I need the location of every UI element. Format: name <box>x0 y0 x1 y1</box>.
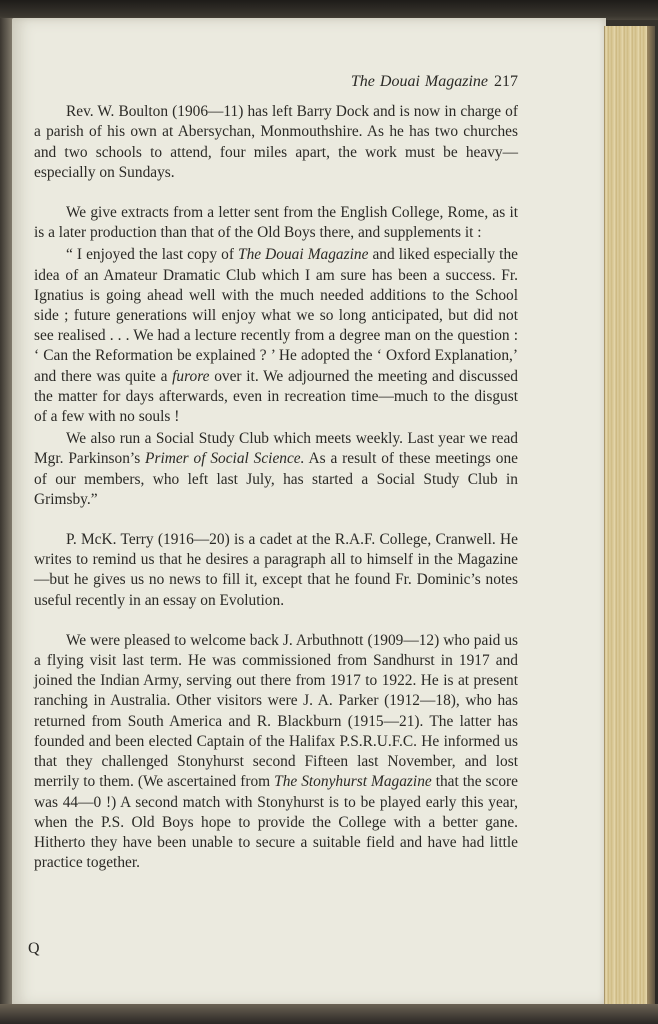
paragraph-text: that the score was 44—0 !) A second match with Stonyhurst is to be played early this year, when the P.S. Old Boys hope to provide the College with a better gane. Hitherto they have been unable to secure a suitable field and have had little practice together. <box>34 773 518 872</box>
paragraph-text: We also run a Social Study Club which meets weekly. Last year we read Mgr. Parkinson’s <box>34 430 518 468</box>
paragraph-3 <box>34 245 518 427</box>
italic-title: Primer of Social Science. <box>145 450 305 468</box>
paragraph-6 <box>34 631 518 873</box>
italic-title: furore <box>172 367 210 385</box>
paragraph-2 <box>34 203 518 243</box>
paragraph-text: We give extracts from a letter sent from the English College, Rome, as it is a later production than that of the Old Boys there, and supplements it : <box>34 204 518 242</box>
paragraph-4 <box>34 429 518 510</box>
paragraph-text: As a result of these meetings one of our members, who left last July, has started a Social Study Club in Grimsby.” <box>34 450 518 508</box>
running-head-title: The Douai Magazine <box>350 73 488 90</box>
paragraph-5 <box>34 530 518 611</box>
paragraph-text: and liked especially the idea of an Amateur Dramatic Club which I am sure has been a success. Fr. Ignatius is going ahead well with the much needed additions to the School side ; future generations will enjoy what we so long anticipated, but did not see realised . . . We had a lecture recently from a degree man on the question : ‘ Can the Reformation be explained ? ’ He adopted the ‘ Oxford Explanation,’ and there was quite a <box>34 246 518 385</box>
scan-bottom-edge <box>0 1004 658 1024</box>
paragraph-text: “ I enjoyed the last copy of <box>66 246 239 264</box>
running-head <box>34 72 518 92</box>
page-number: 217 <box>494 73 518 90</box>
italic-title: The Stonyhurst Magazine <box>274 773 432 791</box>
page-stack-edge <box>604 26 655 1004</box>
paragraph-text: Rev. W. Boulton (1906—11) has left Barry Dock and is now in charge of a parish of his own at Abersychan, Monmouthshire. As he has two churches and two schools to attend, four miles apart, the work must be heavy—especially on Sundays. <box>34 103 518 181</box>
signature-mark: Q <box>28 940 40 957</box>
page-text <box>34 52 518 873</box>
italic-title: The Douai Magazine <box>238 246 369 264</box>
paragraph-text: over it. We adjourned the meeting and discussed the matter for days afterwards, even in recreation time—much to the disgust of a few with no souls ! <box>34 367 518 426</box>
body-paragraphs <box>34 102 518 873</box>
paragraph-text: P. McK. Terry (1916—20) is a cadet at the R.A.F. College, Cranwell. He writes to remind us that he desires a paragraph all to himself in the Magazine—but he gives us no news to fill it, except that he found Fr. Dominic’s notes useful recently in an essay on Evolution. <box>34 531 518 609</box>
paragraph-1 <box>34 102 518 183</box>
scan-top-edge <box>0 0 658 20</box>
paragraph-text: We were pleased to welcome back J. Arbuthnott (1909—12) who paid us a flying visit last term. He was commissioned from Sandhurst in 1917 and joined the Indian Army, serving out there from 1917 to 1922. He is at present ranching in Australia. Other visitors were J. A. Parker (1912—18), who has returned from South America and R. Blackburn (1915—21). The latter has founded and been elected Captain of the Halifax P.S.R.U.F.C. He informed us that they challenged Stonyhurst second Fifteen last November, and lost merrily to them. (We ascertained from <box>34 631 518 791</box>
